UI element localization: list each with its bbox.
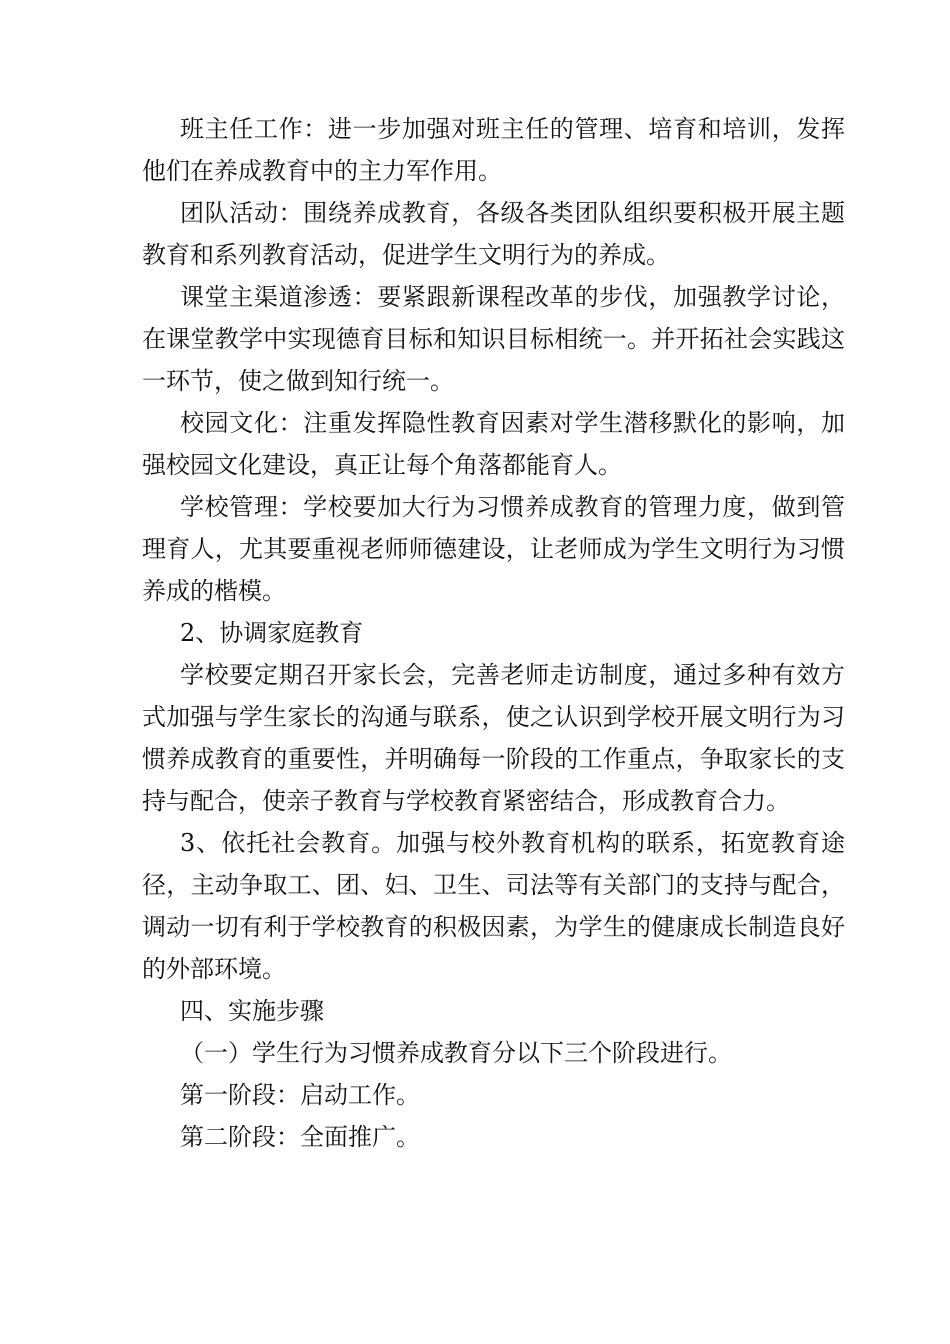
- paragraph-class-teacher-work: 班主任工作：进一步加强对班主任的管理、培育和培训，发挥他们在养成教育中的主力军作用。: [142, 115, 845, 185]
- paragraph-three-stages: （一）学生行为习惯养成教育分以下三个阶段进行。: [180, 1039, 732, 1067]
- paragraph-team-activities: 团队活动：围绕养成教育，各级各类团队组织要积极开展主题教育和系列教育活动，促进学生文明行为的养成。: [142, 199, 845, 269]
- paragraph-stage-two: 第二阶段：全面推广。: [180, 1123, 420, 1151]
- document-body: [142, 108, 845, 1158]
- paragraph-school-management: 学校管理：学校要加大行为习惯养成教育的管理力度，做到管理育人，尤其要重视老师师德建设，让老师成为学生文明行为习惯养成的楷模。: [142, 493, 845, 605]
- paragraph-social-education: 3、依托社会教育。加强与校外教育机构的联系，拓宽教育途径，主动争取工、团、妇、卫生、司法等有关部门的支持与配合，调动一切有利于学校教育的积极因素，为学生的健康成长制造良好的外部环境。: [142, 829, 845, 983]
- paragraph-classroom-channel: 课堂主渠道渗透：要紧跟新课程改革的步伐，加强教学讨论，在课堂教学中实现德育目标和知识目标相统一。并开拓社会实践这一环节，使之做到知行统一。: [142, 283, 845, 395]
- paragraph-stage-one: 第一阶段：启动工作。: [180, 1081, 420, 1109]
- heading-implementation-steps: 四、实施步骤: [180, 997, 324, 1025]
- paragraph-campus-culture: 校园文化：注重发挥隐性教育因素对学生潜移默化的影响，加强校园文化建设，真正让每个角落都能育人。: [142, 409, 845, 479]
- heading-family-education: 2、协调家庭教育: [180, 619, 364, 647]
- paragraph-parent-meetings: 学校要定期召开家长会，完善老师走访制度，通过多种有效方式加强与学生家长的沟通与联系，使之认识到学校开展文明行为习惯养成教育的重要性，并明确每一阶段的工作重点，争取家长的支持与配合，使亲子教育与学校教育紧密结合，形成教育合力。: [142, 661, 845, 815]
